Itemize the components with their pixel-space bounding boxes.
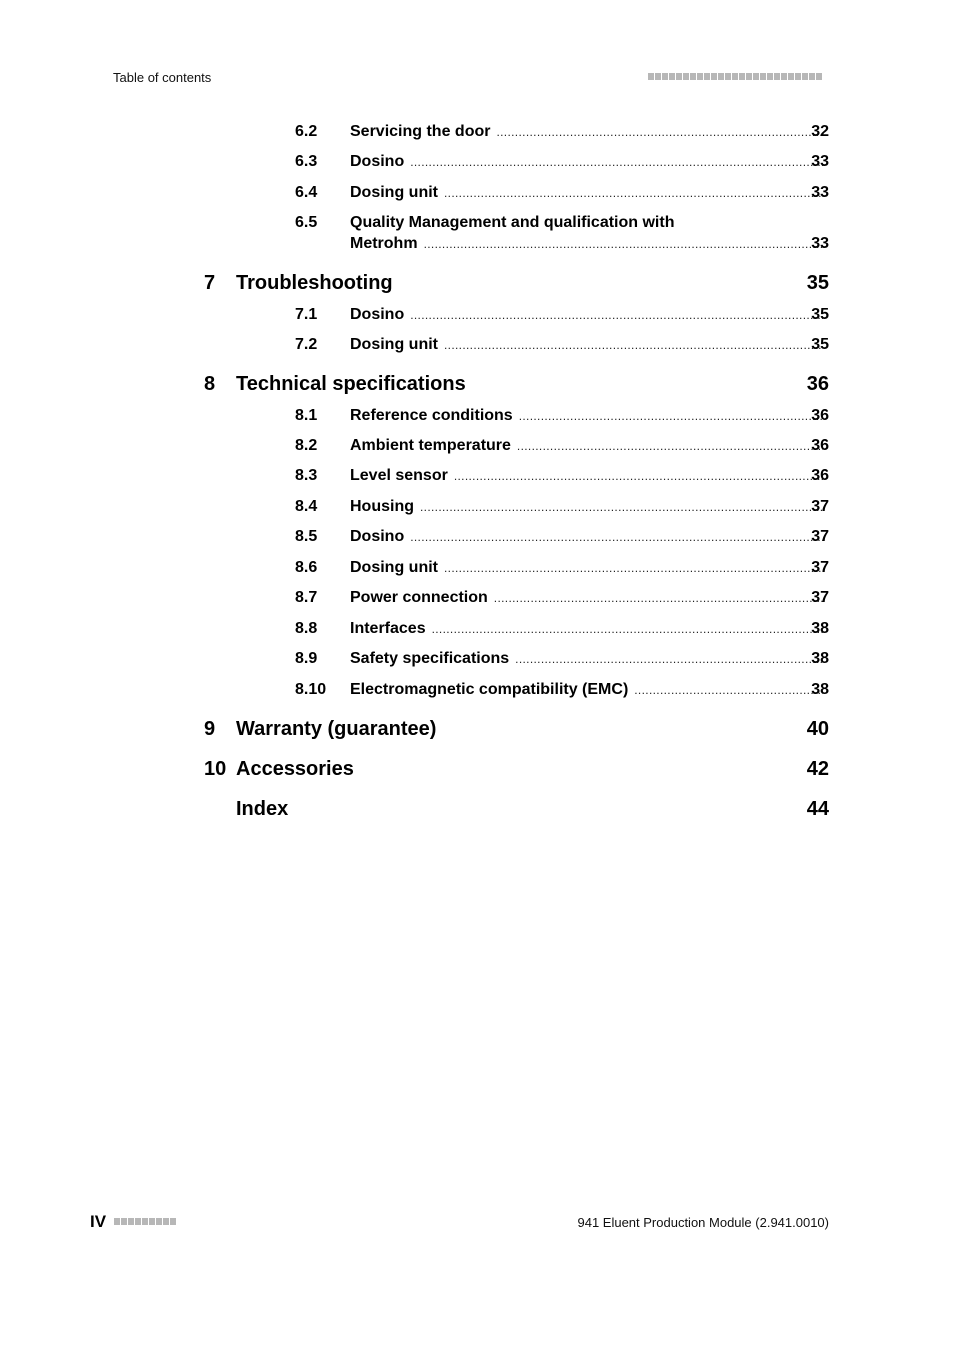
- chapter-title: Warranty (guarantee): [236, 718, 437, 740]
- entry-page: 37: [811, 528, 829, 545]
- entry-title: Dosino: [350, 153, 405, 170]
- entry-title: Safety specifications: [350, 650, 510, 667]
- entry-title: Reference conditions: [350, 407, 513, 424]
- entry-title-line1: Quality Management and qualification with: [350, 214, 675, 231]
- entry-title: Ambient temperature: [350, 437, 511, 454]
- running-header-title: Table of contents: [113, 70, 212, 85]
- entry-number: 6.2: [295, 123, 318, 140]
- chapter-title: Technical specifications: [236, 373, 466, 395]
- entry-title: Dosing unit: [350, 336, 438, 353]
- chapter-number: 8: [204, 373, 216, 395]
- entry-title: Dosino: [350, 306, 405, 323]
- chapter-title: Troubleshooting: [236, 272, 393, 294]
- entry-number: 8.8: [295, 620, 318, 637]
- entry-page: 35: [811, 306, 829, 323]
- entry-page: 36: [811, 467, 829, 484]
- entry-number: 8.6: [295, 559, 318, 576]
- entry-title: Housing: [350, 498, 414, 515]
- entry-number: 8.4: [295, 498, 318, 515]
- entry-page: 33: [811, 153, 829, 170]
- entry-title: Dosino: [350, 528, 405, 545]
- entry-title: Level sensor: [350, 467, 448, 484]
- chapter-number: 7: [204, 272, 216, 294]
- entry-number: 8.2: [295, 437, 318, 454]
- chapter-number: 10: [204, 758, 227, 780]
- entry-page: 38: [811, 681, 829, 698]
- entry-number: 6.4: [295, 184, 318, 201]
- entry-page: 33: [811, 235, 829, 252]
- footer-document-title: 941 Eluent Production Module (2.941.0010): [577, 1215, 829, 1230]
- chapter-page: 44: [806, 798, 829, 820]
- entry-page: 38: [811, 620, 829, 637]
- entry-page: 37: [811, 589, 829, 606]
- entry-page: 32: [811, 123, 829, 140]
- entry-title: Dosing unit: [350, 559, 438, 576]
- entry-number: 8.10: [295, 681, 327, 698]
- entry-page: 37: [811, 559, 829, 576]
- chapter-page: 36: [806, 373, 829, 395]
- chapter-page: 42: [806, 758, 829, 780]
- entry-page: 35: [811, 336, 829, 353]
- entry-title: Electromagnetic compatibility (EMC): [350, 681, 629, 698]
- entry-title: Power connection: [350, 589, 488, 606]
- chapter-page: 40: [806, 718, 829, 740]
- entry-number: 7.2: [295, 336, 318, 353]
- entry-page: 36: [811, 437, 829, 454]
- entry-number: 8.1: [295, 407, 318, 424]
- entry-number: 8.7: [295, 589, 318, 606]
- header-decoration: [648, 73, 822, 80]
- entry-title: Servicing the door: [350, 123, 491, 140]
- footer-decoration: [114, 1218, 176, 1225]
- entry-number: 8.3: [295, 467, 318, 484]
- entry-number: 6.3: [295, 153, 318, 170]
- entry-page: 36: [811, 407, 829, 424]
- entry-page: 38: [811, 650, 829, 667]
- entry-number: 8.9: [295, 650, 318, 667]
- entry-page: 37: [811, 498, 829, 515]
- entry-page: 33: [811, 184, 829, 201]
- footer-page-number: IV: [90, 1212, 107, 1231]
- chapter-page: 35: [806, 272, 829, 294]
- entry-title-line2: Metrohm: [350, 235, 418, 252]
- chapter-title: Index: [236, 798, 289, 820]
- chapter-number: 9: [204, 718, 216, 740]
- entry-number: 6.5: [295, 214, 318, 231]
- chapter-title: Accessories: [236, 758, 354, 780]
- entry-number: 7.1: [295, 306, 318, 323]
- entry-title: Dosing unit: [350, 184, 438, 201]
- entry-title: Interfaces: [350, 620, 426, 637]
- entry-number: 8.5: [295, 528, 318, 545]
